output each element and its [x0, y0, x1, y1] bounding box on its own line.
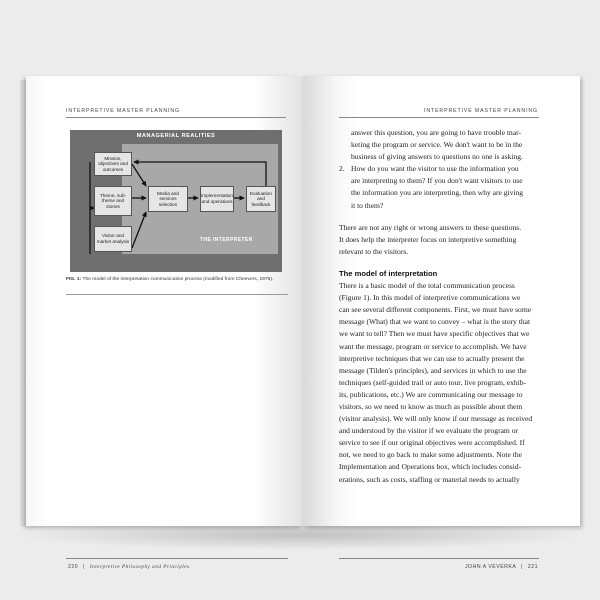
open-book [20, 76, 580, 570]
text-line: There are not any right or wrong answers to these questions. [339, 222, 522, 232]
paragraph-2 [339, 280, 543, 486]
text-line: interpretive techniques that we can use to actually present the [339, 353, 525, 363]
text-line: techniques (self-guided trail or auto tour, live program, exhib- [339, 377, 527, 387]
right-folio-author: JOHN A VEVERKA [464, 564, 517, 570]
text-line: erations, such as costs, staffing or material needs to actually [339, 474, 520, 484]
mission-box: Mission, objectives and outcomes [94, 152, 132, 176]
left-page [26, 76, 303, 570]
text-line: relevant to the visitors. [339, 246, 409, 256]
section-heading: The model of interpretation [339, 268, 438, 278]
text-line: Implementation and Operations box, which includes consid- [339, 462, 522, 472]
paragraph-1 [339, 222, 543, 258]
caption-text: The model of the interpretation communication process (modified from Cheevers, 1976). [82, 277, 274, 282]
theme-box: Theme, sub-theme and stories [94, 186, 132, 216]
interpreter-label: THE INTERPRETER [200, 237, 253, 243]
text-line: the information you are interpreting, then why are giving [351, 188, 524, 198]
feedback-loop-arrow [134, 162, 266, 186]
text-line: service to see if our original objectives were accomplished. If [339, 438, 525, 448]
caption-rule [66, 294, 288, 295]
continued-lines [339, 127, 543, 163]
text-line: There is a basic model of the total communication process [339, 281, 515, 291]
right-running-head: INTERPRETIVE MASTER PLANNING [424, 108, 538, 114]
text-line: are interpreting to them? If you don't want visitors to use [351, 176, 523, 186]
right-head-rule [339, 117, 539, 118]
left-head-rule [66, 117, 286, 118]
list-number: 2. [339, 164, 345, 174]
text-line: business of giving answers to questions no one is asking. [351, 152, 523, 162]
left-page-number: 220 [68, 564, 79, 570]
text-line: message (What) that we want to convey – what is the story that [339, 317, 531, 327]
text-line: It does help the interpreter focus on interpretive something [339, 234, 517, 244]
right-page-number: 221 [527, 564, 538, 570]
right-body-text [339, 127, 543, 486]
visitor-box: Visitor and market analysis [94, 226, 132, 252]
implementation-box: Implementation and operations [200, 186, 234, 212]
text-line: want the message, program or service to accomplish. We have [339, 341, 527, 351]
text-line: not, we need to go back to make some adjustments. Note the [339, 450, 522, 460]
list-item-2 [339, 163, 543, 211]
communication-model-figure [70, 130, 282, 272]
text-line: visitors, so we need to know as much as possible about them [339, 401, 523, 411]
figure-caption [66, 276, 288, 283]
caption-label: FIG. 1: [66, 277, 82, 282]
right-page [303, 76, 580, 570]
text-line: keting the program or service. We don't want to be in the [351, 140, 523, 150]
left-folio-rule [66, 558, 288, 559]
left-folio: 220 | Interpretive Philosophy and Principles [68, 564, 190, 570]
text-line: it to them? [351, 200, 384, 210]
text-line: message (Tilden's principles), and services in which to use the [339, 365, 527, 375]
media-box: Media and services selection [148, 186, 188, 212]
left-running-head: INTERPRETIVE MASTER PLANNING [66, 108, 180, 114]
figure-title: MANAGERIAL REALITIES [136, 133, 216, 139]
text-line: we want to tell? Then we must have specific objectives that we [339, 329, 530, 339]
right-folio: JOHN A VEVERKA | 221 [464, 564, 538, 570]
right-folio-rule [339, 558, 539, 559]
text-line: and understood by the visitor if we evaluate the program or [339, 426, 518, 436]
text-line: its, publications, etc.) We are communicating our message to [339, 389, 523, 399]
text-line: (Figure 1). In this model of interpretive communications we [339, 293, 521, 303]
text-line: (visitor analysis). We will only know if our message as received [339, 414, 533, 424]
text-line: answer this question, you are going to have trouble mar- [351, 128, 522, 137]
evaluation-box: Evaluation and feedback [246, 186, 276, 212]
text-line: How do you want the visitor to use the information you [351, 164, 519, 174]
text-line: can see several different components. First, we must have some [339, 305, 532, 315]
left-folio-title: Interpretive Philosophy and Principles [89, 564, 190, 570]
